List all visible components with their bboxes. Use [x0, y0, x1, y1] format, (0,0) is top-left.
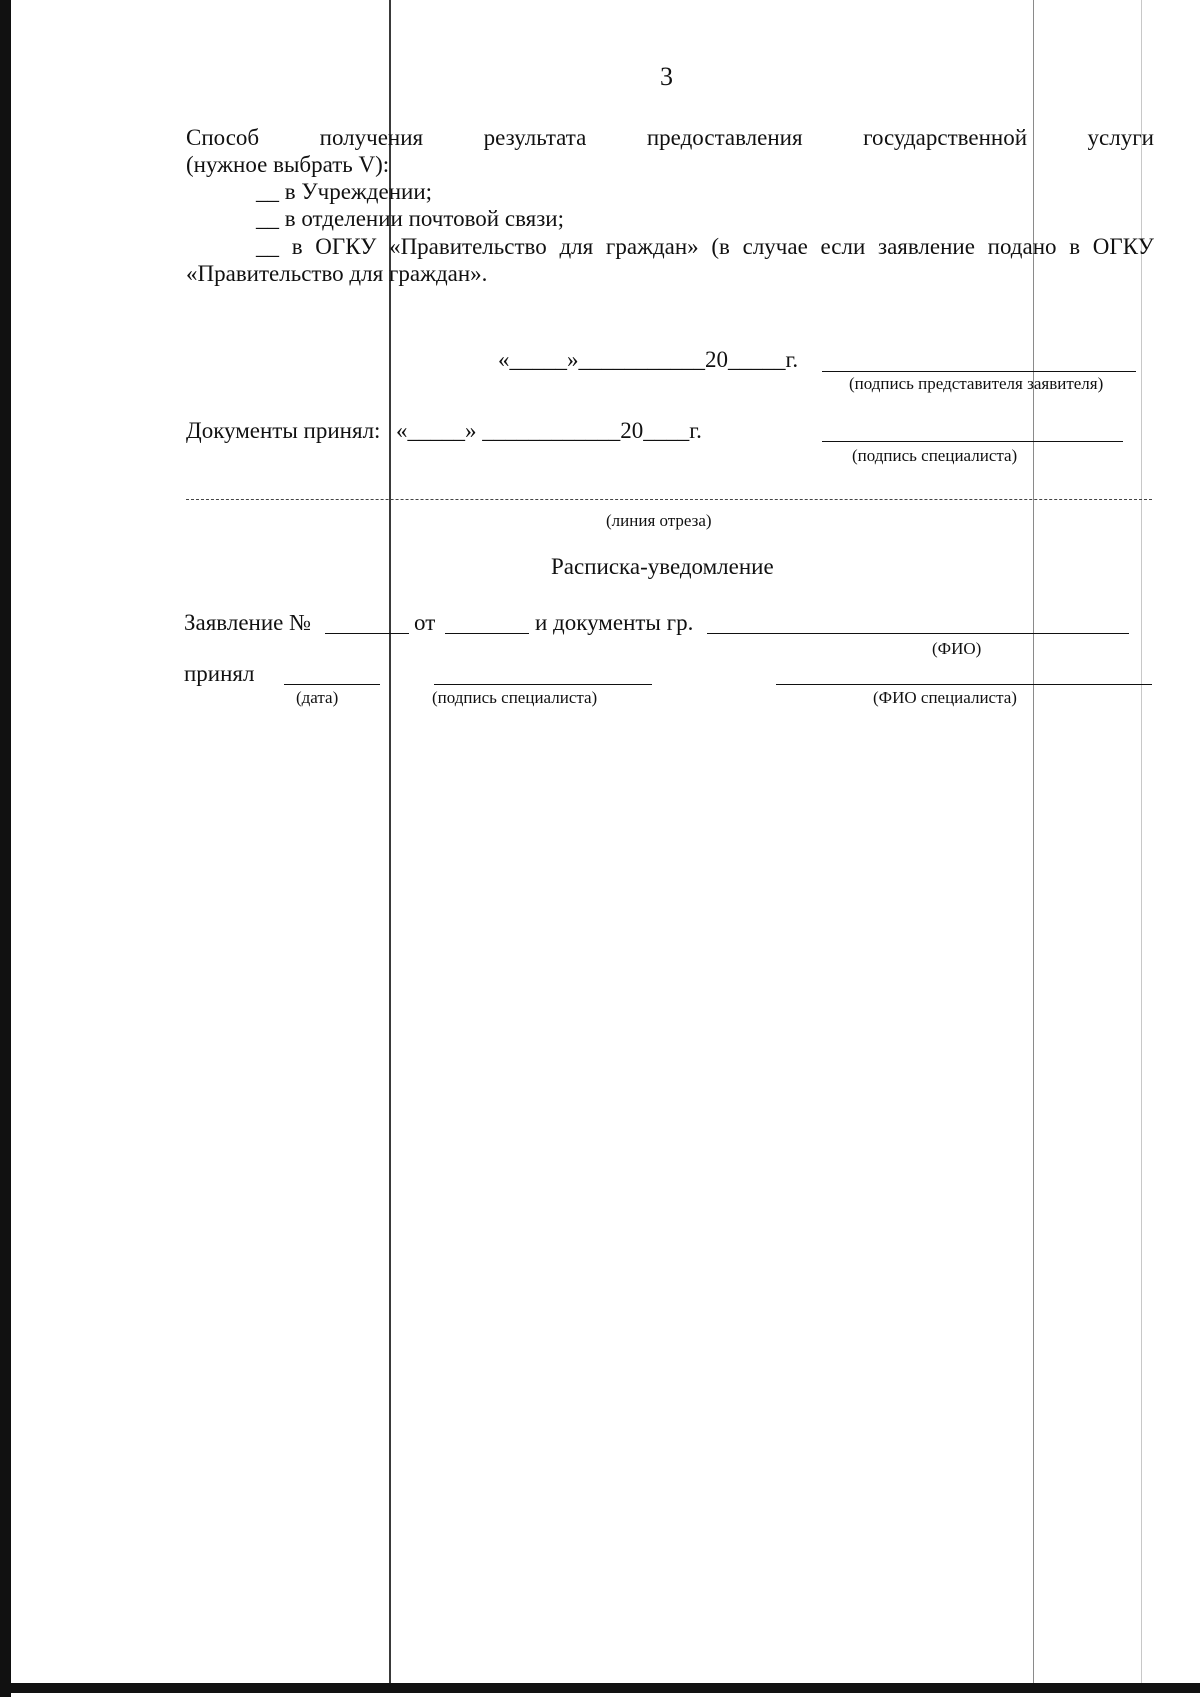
- citizen-fio-field[interactable]: [707, 633, 1129, 634]
- specialist-fio-field[interactable]: [776, 684, 1152, 685]
- option-ogku-word: если: [820, 234, 866, 259]
- option-ogku-continued: «Правительство для граждан».: [186, 261, 488, 286]
- method-line-2: (нужное выбрать V):: [186, 152, 390, 177]
- specialist-signature-line[interactable]: [822, 441, 1123, 442]
- option-ogku-word: «Правительство: [389, 234, 547, 259]
- cut-line: [186, 499, 1152, 500]
- specialist-fio-caption: (ФИО специалиста): [873, 688, 1017, 707]
- scan-edge-bottom: [0, 1683, 1200, 1693]
- option-ogku-word: случае: [742, 234, 808, 259]
- documents-of-label: и документы гр.: [535, 610, 694, 635]
- method-line-1-word: результата: [483, 125, 587, 150]
- from-date-field[interactable]: [445, 633, 529, 634]
- option-ogku-word: в: [291, 234, 303, 259]
- option-ogku-word: заявление: [877, 234, 975, 259]
- option-post-office: __ в отделении почтовой связи;: [256, 206, 564, 231]
- date-caption: (дата): [296, 688, 339, 707]
- method-line-1: [186, 125, 1154, 151]
- option-ogku-word: для: [559, 234, 594, 259]
- option-ogku: [256, 234, 1154, 260]
- applicant-date-line: «_____»___________20_____г.: [498, 347, 799, 372]
- fio-caption: (ФИО): [932, 639, 982, 658]
- option-ogku-word: (в: [711, 234, 730, 259]
- method-line-1-word: Способ: [186, 125, 260, 150]
- applicant-signature-line[interactable]: [822, 371, 1136, 372]
- docs-accepted-label: Документы принял:: [186, 418, 381, 443]
- from-label: от: [414, 610, 436, 635]
- option-ogku-word: в: [1069, 234, 1081, 259]
- option-ogku-word: подано: [987, 234, 1057, 259]
- accepted-label: принял: [184, 661, 255, 686]
- applicant-signature-caption: (подпись представителя заявителя): [849, 374, 1104, 393]
- specialist-signature-caption: (подпись специалиста): [852, 446, 1018, 465]
- option-institution: __ в Учреждении;: [256, 179, 433, 204]
- option-ogku-word: ОГКУ: [1092, 234, 1154, 259]
- method-line-1-word: получения: [319, 125, 424, 150]
- application-number-field[interactable]: [325, 633, 409, 634]
- scan-edge-left: [0, 0, 11, 1697]
- method-line-1-word: государственной: [863, 125, 1028, 150]
- option-ogku-word: __: [256, 234, 279, 259]
- receipt-signature-field[interactable]: [434, 684, 652, 685]
- receipt-title: Расписка-уведомление: [551, 554, 774, 579]
- page-number: 3: [660, 62, 673, 91]
- method-line-1-word: предоставления: [646, 125, 803, 150]
- cut-line-caption: (линия отреза): [606, 511, 712, 530]
- receipt-signature-caption: (подпись специалиста): [432, 688, 598, 707]
- method-line-1-word: услуги: [1087, 125, 1154, 150]
- application-number-label: Заявление №: [184, 610, 312, 635]
- option-ogku-word: ОГКУ: [315, 234, 377, 259]
- option-ogku-word: граждан»: [605, 234, 699, 259]
- accepted-date-field[interactable]: [284, 684, 380, 685]
- docs-accepted-date-line: «_____» ____________20____г.: [396, 418, 702, 443]
